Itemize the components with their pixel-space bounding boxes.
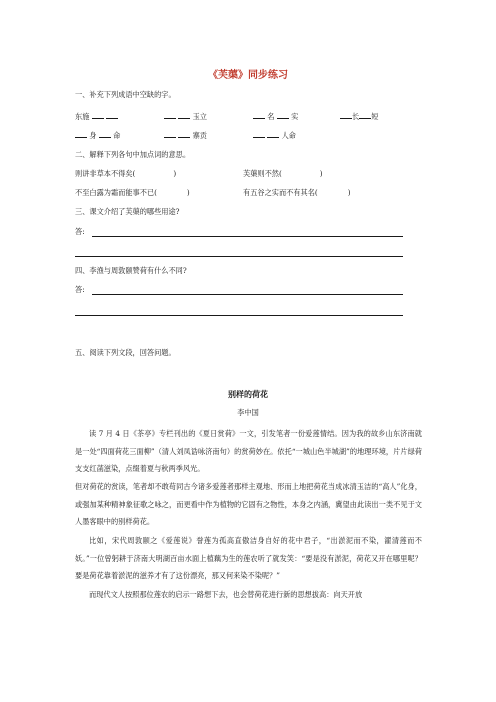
article-author: 李中国 (237, 408, 259, 417)
q2-item-text: 不至白露为霜而能事不已( (75, 188, 157, 197)
idiom-text: 命 (113, 131, 121, 140)
idiom-text: 东施 (75, 112, 90, 121)
article-paragraph-2: 但对荷花的赏读，笔者却不敢苟同古今诸多爱莲者那样主观地、形而上地把荷花当成冰清玉洁的“高人”化身，或强加某种精神象征歌之咏之，而更看中作为植物的它固有之物性，本身之内涵，冀望由此读出一类不见于文人墨客眼中的别样荷花。 (75, 482, 422, 527)
answer-line[interactable] (75, 315, 403, 316)
blank (267, 129, 279, 138)
blank (164, 129, 176, 138)
idiom-5 (75, 129, 120, 141)
idiom-2 (164, 110, 207, 122)
idiom-text: 长 (352, 112, 360, 121)
blank (106, 110, 118, 119)
answer-line[interactable] (92, 294, 403, 295)
idiom-text: 人命 (281, 131, 296, 140)
idiom-1 (75, 110, 118, 122)
idiom-text: 实 (291, 112, 299, 121)
q3-answer-label: 答: (75, 227, 85, 236)
blank (253, 110, 265, 119)
q5-heading: 五、阅读下列文段，回答问题。 (75, 348, 176, 357)
idiom-text: 玉立 (192, 112, 207, 121)
q2-item-3 (75, 188, 190, 198)
answer-line[interactable] (75, 256, 403, 257)
answer-line[interactable] (92, 236, 403, 237)
blank (178, 110, 190, 119)
q2-item-text: 芙蕖则不然( (243, 169, 282, 178)
blank (359, 110, 371, 119)
idiom-7 (253, 129, 296, 141)
blank (253, 129, 265, 138)
idiom-text: 名 (267, 112, 275, 121)
q2-item-paren: ) (347, 188, 351, 197)
idiom-6 (164, 129, 207, 141)
idiom-text: 寨贡 (192, 131, 207, 140)
q2-item-paren: ) (186, 188, 190, 197)
idiom-text: 身 (89, 131, 97, 140)
page-title: 《芙蕖》同步练习 (208, 70, 288, 81)
q2-heading: 二、解释下列各句中加点词的意思。 (75, 150, 191, 159)
blank (178, 129, 190, 138)
q2-item-paren: ) (319, 169, 323, 178)
q2-item-1 (75, 169, 176, 179)
q2-item-paren: ) (173, 169, 177, 178)
article-paragraph-1: 读 7 月 4 日《茶亭》专栏刊出的《夏日赏荷》一文，引发笔者一份爱莲情结。因为我的故乡山东济南就是一处“四面荷花三面柳”（清人刘凤诰咏济南句）的赏荷妙在。依托“一城山色半城湖”的地理环境，片片绿荷支支红菡滋染，点缀着夏与秋两季风光。 (75, 429, 422, 474)
blank (75, 129, 87, 138)
blank (340, 110, 352, 119)
q3-heading: 三、课文介绍了芙蕖的哪些用途? (75, 207, 180, 216)
article-paragraph-4: 而现代文人按照那位莲农的启示一路想下去，也会替荷花进行新的思想拔高：向天开放 (89, 590, 363, 599)
article-paragraph-3: 比如，宋代周敦颐之《爱莲说》誉莲为孤高直傲洁身自好的花中君子，“出淤泥而不染，濯清莲而不妖。”一位曾躬耕于济南大明湖百亩水面上植藕为生的莲农听了就发笑：“要是没有淤泥，荷花又开在哪里呢？要是荷花靠着淤泥的滋养才有了这份漂亮，那又何来染不染呢？” (75, 536, 422, 581)
q2-item-text: 则讲非草本不得矣( (75, 169, 136, 178)
blank (164, 110, 176, 119)
idiom-3 (253, 110, 298, 122)
q4-heading: 四、李渔与周敦颐赞荷有什么不同? (75, 266, 187, 275)
blank (99, 129, 111, 138)
blank (92, 110, 104, 119)
q2-item-4 (243, 188, 351, 198)
q4-answer-label: 答: (75, 285, 85, 294)
q2-item-2 (243, 169, 323, 179)
idiom-4 (340, 110, 378, 122)
idiom-text: 短 (371, 112, 379, 121)
article-title: 别样的荷花 (228, 389, 268, 399)
q1-heading: 一、补充下列成语中空缺的字。 (75, 90, 176, 99)
blank (277, 110, 289, 119)
q2-item-text: 有五谷之实而不有其名( (243, 188, 318, 197)
